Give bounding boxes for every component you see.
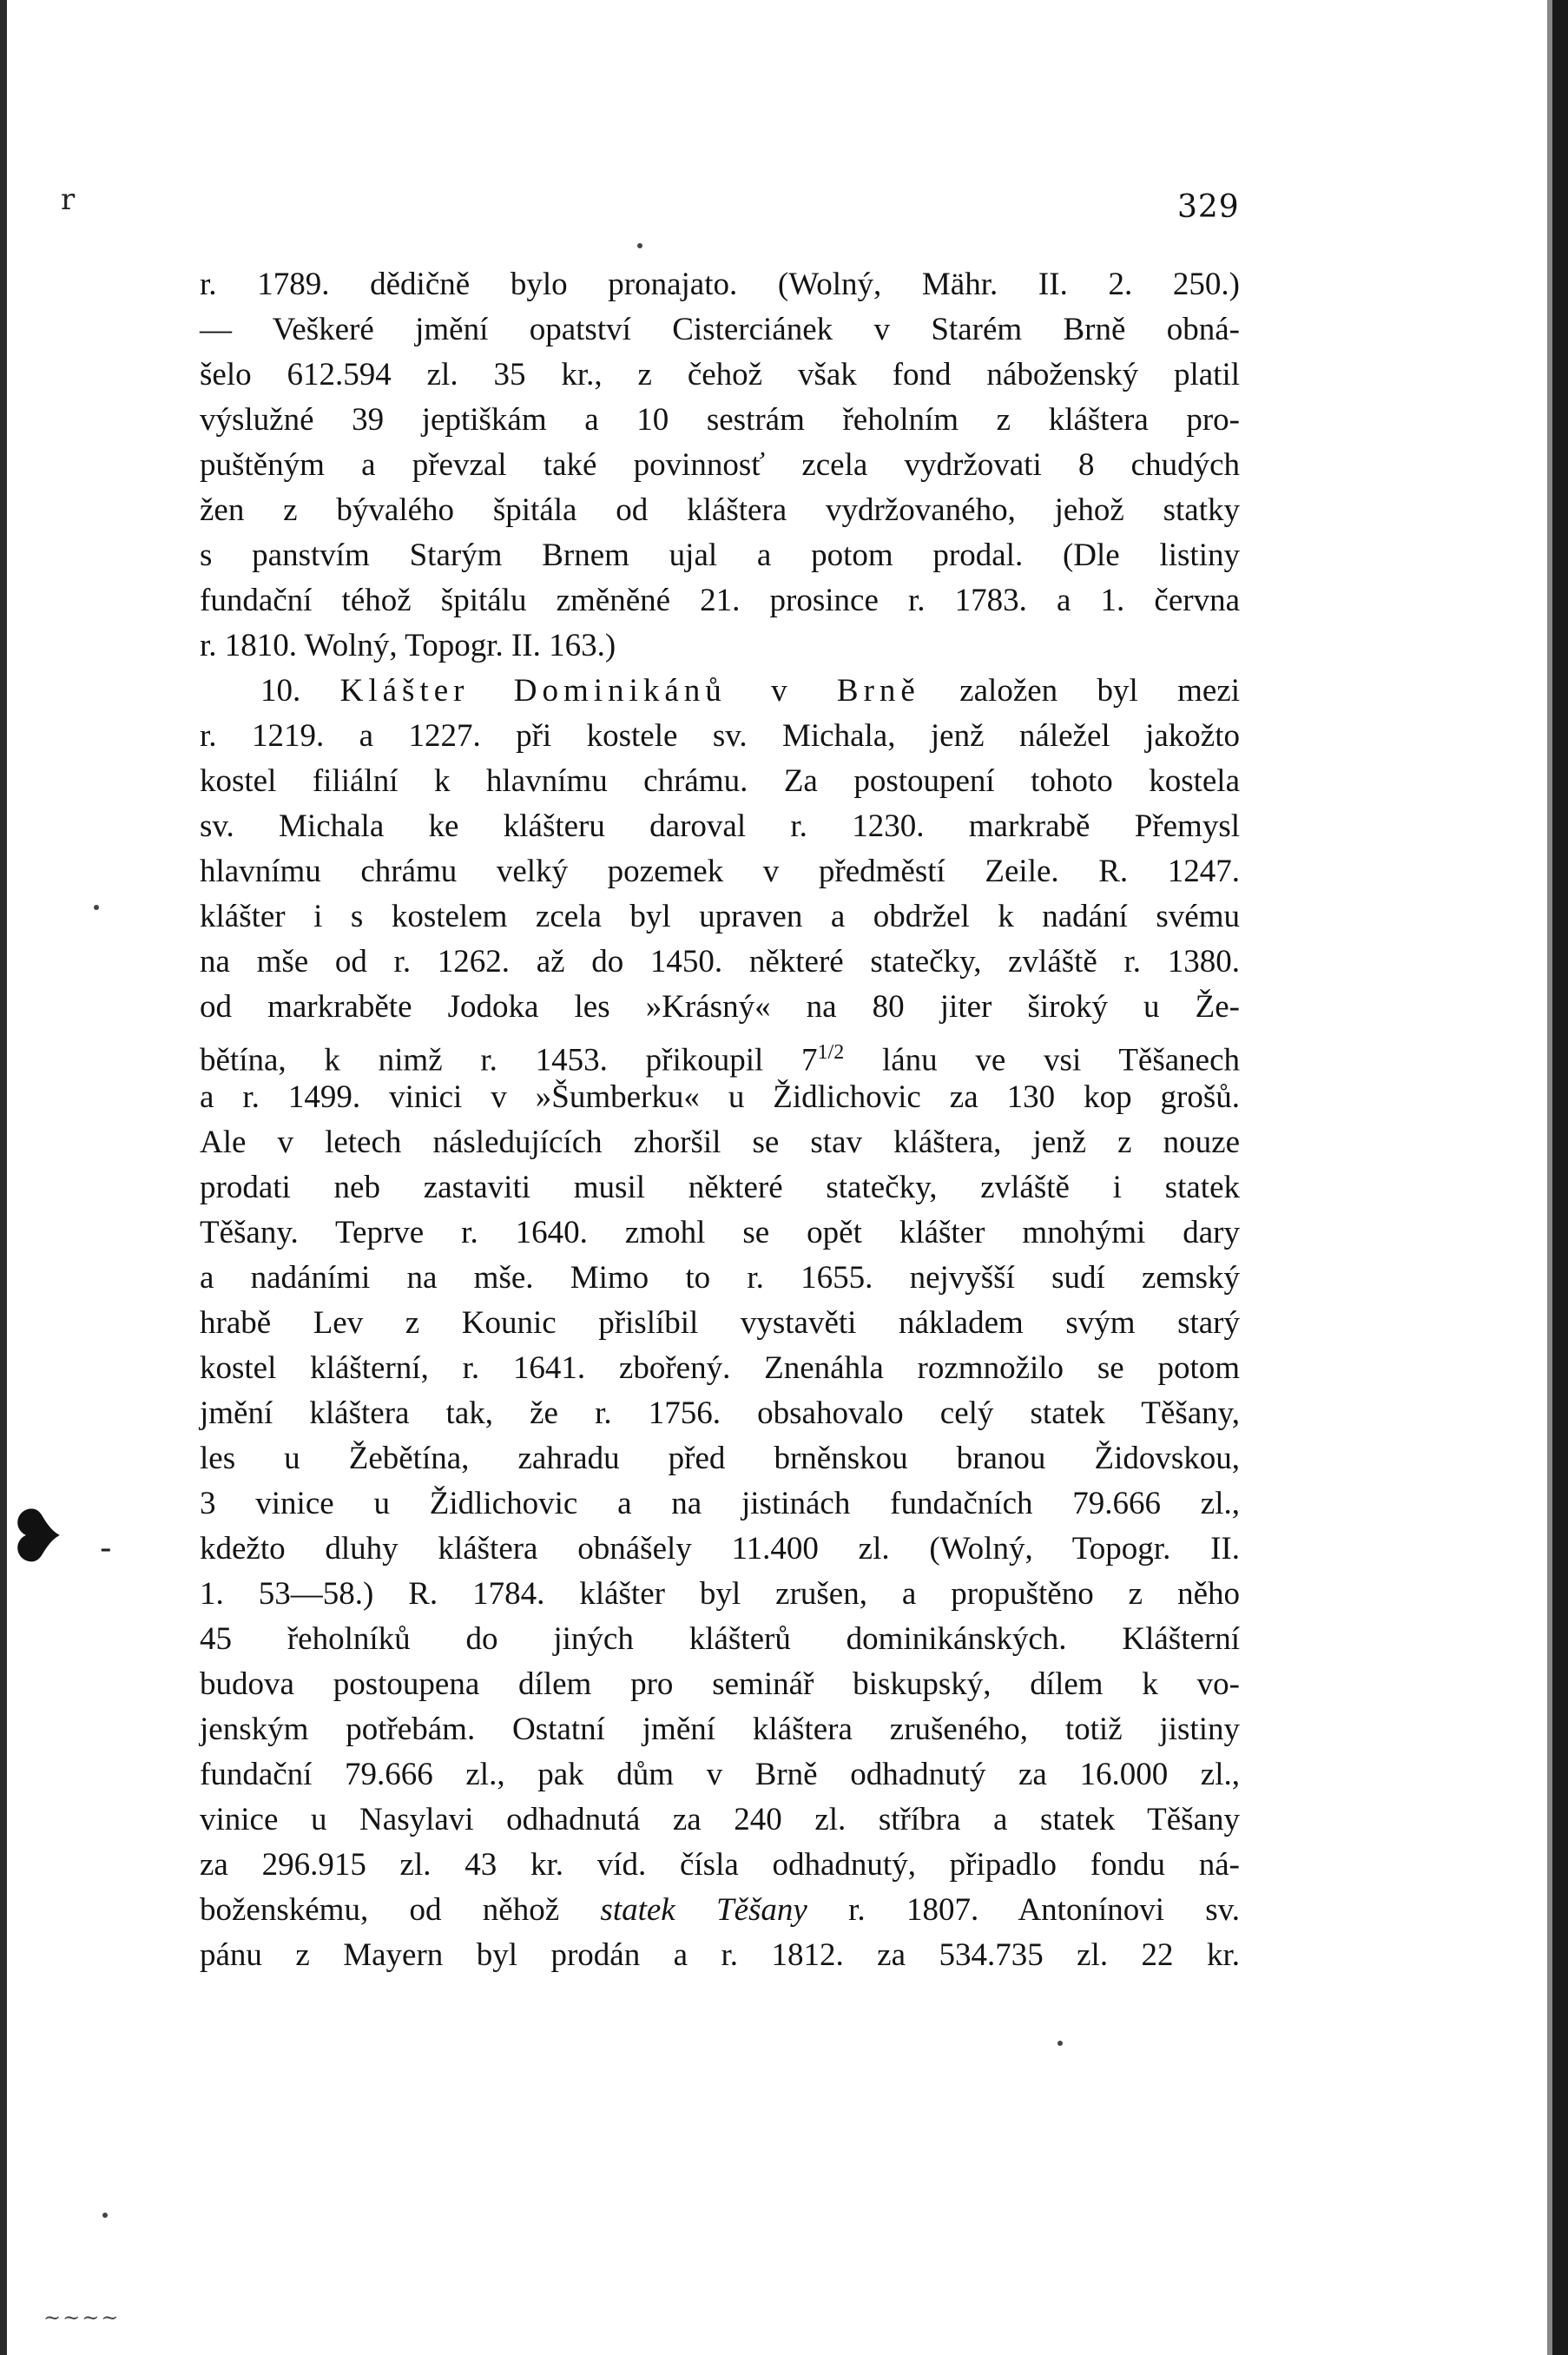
text-line: výslužné 39 jeptiškám a 10 sestrám řeholním z kláštera pro- [200,402,1240,438]
text-line: hlavnímu chrámu velký pozemek v předměstí Zeile. R. 1247. [200,854,1240,889]
text-line: r. 1810. Wolný, Topogr. II. 163.) [200,628,616,663]
section-heading-line [200,669,1240,714]
section-number: 10. [260,673,301,709]
text-line: za 296.915 zl. 43 kr. víd. čísla odhadnutý, připadlo fondu ná- [200,1847,1240,1883]
text-fragment: lánu ve vsi Těšanech [881,1042,1241,1079]
text-line: r. 1219. a 1227. při kostele sv. Michala, jenž náležel jakožto [200,718,1240,754]
text-line: od markraběte Jodoka les »Krásný« na 80 jiter široký u Že- [200,989,1240,1025]
text-line: kostel klášterní, r. 1641. zbořený. Znenáhla rozmnožilo se potom [200,1350,1240,1386]
stray-dot [637,243,642,248]
text-line: vinice u Nasylavi odhadnutá za 240 zl. stříbra a statek Těšany [200,1802,1240,1837]
text-line: Těšany. Teprve r. 1640. zmohl se opět klášter mnohými dary [200,1215,1240,1250]
text-line: kostel filiální k hlavnímu chrámu. Za postoupení tohoto kostela [200,763,1240,799]
text-line: les u Žebětína, zahradu před brněnskou branou Židovskou, [200,1441,1240,1476]
text-line: 3 vinice u Židlichovic a na jistinách fundačních 79.666 zl., [200,1486,1240,1521]
stray-dot [94,905,99,910]
text-line: 1. 53—58.) R. 1784. klášter byl zrušen, a propuštěno z něho [200,1576,1240,1612]
text-line: pánu z Mayern byl prodán a r. 1812. za 534.735 zl. 22 kr. [200,1937,1240,1973]
text-line: prodati neb zastaviti musil některé statečky, zvláště i statek [200,1170,1240,1205]
text-line: kdežto dluhy kláštera obnášely 11.400 zl. (Wolný, Topogr. II. [200,1531,1240,1567]
corner-mark: r [61,182,76,217]
text-line: hrabě Lev z Kounic přislíbil vystavěti nákladem svým starý [200,1305,1240,1341]
text-line: žen z bývalého špitála od kláštera vydržovaného, jehož statky [200,492,1240,528]
scan-edge-right [1552,0,1568,2355]
stray-dot [102,2213,108,2218]
text-line: jmění kláštera tak, že r. 1756. obsahovalo celý statek Těšany, [200,1395,1240,1431]
text-line: Ale v letech následujících zhoršil se stav kláštera, jenž z nouze [200,1125,1240,1160]
emphasized-text: statek Těšany [600,1892,807,1928]
text-line-italic [200,1888,1240,1933]
page-number: 329 [1177,189,1240,225]
text-fragment: boženskému, od něhož [200,1892,560,1928]
text-line: jenským potřebám. Ostatní jmění kláštera zrušeného, totiž jistiny [200,1712,1240,1747]
section-heading-rest: založen byl mezi [959,673,1241,709]
text-line: 45 řeholníků do jiných klášterů dominikánských. Klášterní [200,1621,1240,1657]
binding-dash: - [100,1528,112,1568]
text-fragment: bětína, k nimž r. 1453. přikoupil 7 [200,1042,818,1079]
bottom-mark: ~~~~ [43,2306,121,2330]
binding-mark-icon: ❥ [7,1495,66,1577]
text-line: sv. Michala ke klášteru daroval r. 1230. markrabě Přemysl [200,808,1240,844]
text-line: s panstvím Starým Brnem ujal a potom prodal. (Dle listiny [200,538,1240,573]
text-line: a nadáními na mše. Mimo to r. 1655. nejvyšší sudí zemský [200,1260,1240,1296]
text-fragment: r. 1807. Antonínovi sv. [848,1892,1241,1928]
text-line: r. 1789. dědičně bylo pronajato. (Wolný, Mähr. II. 2. 250.) [200,267,1240,302]
scan-edge-left [0,0,7,2355]
text-line: na mše od r. 1262. až do 1450. některé statečky, zvláště r. 1380. [200,944,1240,980]
text-line: puštěným a převzal také povinnosť zcela vydržovati 8 chudých [200,447,1240,483]
text-body [200,262,1240,1978]
text-line: budova postoupena dílem pro seminář biskupský, dílem k vo- [200,1666,1240,1702]
text-line: fundační téhož špitálu změněné 21. prosince r. 1783. a 1. června [200,583,1240,618]
text-line: šelo 612.594 zl. 35 kr., z čehož však fond náboženský platil [200,357,1240,392]
stray-dot [1057,2041,1063,2046]
text-line: fundační 79.666 zl., pak dům v Brně odhadnutý za 16.000 zl., [200,1757,1240,1792]
text-line-fraction [200,1030,1241,1079]
text-line: a r. 1499. vinici v »Šumberku« u Židlichovic za 130 kop grošů. [200,1079,1240,1115]
text-line: klášter i s kostelem zcela byl upraven a obdržel k nadání svému [200,899,1240,934]
text-line: — Veškeré jmění opatství Cisterciánek v Starém Brně obná- [200,312,1240,347]
section-title: Klášter Dominikánů v Brně [339,673,920,709]
fraction: 1/2 [817,1041,845,1064]
